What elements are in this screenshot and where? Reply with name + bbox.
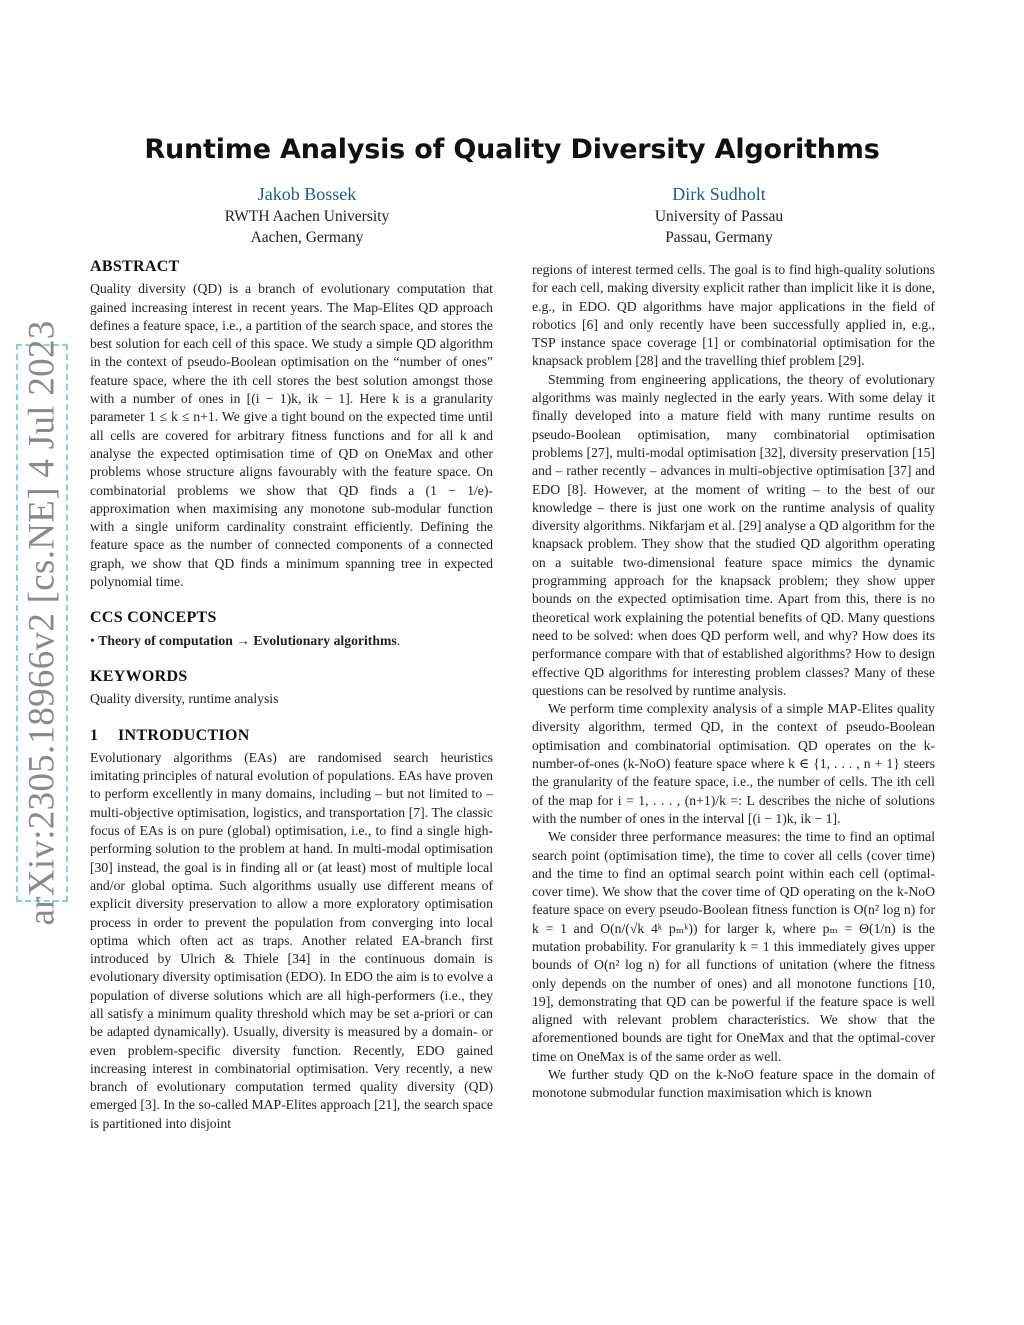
abstract-text: Quality diversity (QD) is a branch of evolutionary computation that gained increasing interest in recent years. The Map-Elites QD approach defines a feature space, i.e., a partition of the search space, and stores the best solution for each cell of this space. We study a simple QD algorithm in the context of pseudo-Boolean optimisation on the “number of ones” feature space, where the ith cell stores the best solution amongst those with a number of ones in [(i − 1)k, ik − 1]. Here k is a granularity parameter 1 ≤ k ≤ n+1. We give a tight bound on the expected time until all cells are covered for arbitrary fitness functions and for all k and analyse the expected optimisation time of QD on OneMax and other problems whose structure aligns favourably with the feature space. On combinatorial problems we show that QD finds a (1 − 1/e)-approximation when maximising any monotone sub-modular function with a single uniform cardinality constraint efficiently. Defining the feature space as the number of connected components of a connected graph, we show that QD finds a minimum spanning tree in expected polynomial time. xyxy=(90,281,493,590)
paper-title: Runtime Analysis of Quality Diversity Algorithms xyxy=(144,134,880,165)
keywords-text: Quality diversity, runtime analysis xyxy=(90,691,279,707)
author-location: Aachen, Germany xyxy=(250,229,364,246)
author-location: Passau, Germany xyxy=(665,229,773,246)
author-name[interactable]: Dirk Sudholt xyxy=(672,184,766,204)
ccs-bullet: • xyxy=(90,632,95,648)
author-block xyxy=(549,182,889,248)
author-affiliation: RWTH Aachen University xyxy=(224,208,390,225)
arxiv-stamp xyxy=(16,320,68,926)
ccs-end: . xyxy=(396,632,401,648)
body-paragraph: We consider three performance measures: the time to find an optimal search point (optimisation time), the time to cover all cells (cover time) and the time to find an optimal search point within each cell (optimal-cover time). We show that the cover time of QD operating on the k-NoO feature space on every pseudo-Boolean fitness function is O(n² log n) for k = 1 and O(n/(√k 4ᵏ pₘᵏ)) for larger k, where pₘ = Θ(1/n) is the mutation probability. For granularity k = 1 this immediately gives upper bounds of O(n² log n) for all functions of unitation (where the fitness only depends on the number of ones) and all monotone functions [10, 19], demonstrating that QD can be powerful if the feature space is well aligned with relevant problem characteristics. We show that the aforementioned bounds are tight for OneMax and that the optimal-cover time on OneMax is of the same order as well. xyxy=(532,829,935,1064)
intro-heading xyxy=(90,727,493,745)
left-column xyxy=(90,258,493,1133)
ccs-heading: CCS CONCEPTS xyxy=(90,609,217,627)
ccs-concept xyxy=(90,632,493,650)
arxiv-id[interactable]: arXiv:2305.18966v2 [cs.NE] 4 Jul 2023 xyxy=(21,320,63,926)
body-paragraph: Stemming from engineering applications, the theory of evolutionary algorithms was mainly neglected in the early years. With some delay it finally developed into a mature field with many runtime results on pseudo-Boolean optimisation, many combinatorial optimisation problems [27], multi-modal optimisation [32], diversity preservation [15] and – rather recently – advances in multi-objective optimisation [37] and EDO [8]. However, at the moment of writing – to the best of our knowledge – there is just one work on the runtime analysis of quality diversity algorithms. Nikfarjam et al. [29] analyse a QD algorithm for the knapsack problem. They show that the studied QD algorithm operating on a suitable two-dimensional feature space mimics the dynamic programming approach for the knapsack problem; they show upper bounds on the expected optimisation time. Apart from this, there is no theoretical work explaining the potential benefits of QD. Many questions need to be solved: when does QD perform well, and why? How does its performance compare with that of established algorithms? How to design effective QD algorithms for interesting problem classes? Many of these questions can be resolved by runtime analysis. xyxy=(532,371,935,698)
ccs-concept-text: Theory of computation → Evolutionary algorithms xyxy=(98,632,397,648)
intro-paragraph: Evolutionary algorithms (EAs) are randomised search heuristics imitating principles of natural evolution of populations. EAs have proven to perform excellently in many domains, including – but not limited to – multi-objective optimisation, logistics, and transportation [7]. The classic focus of EAs is on pure (global) optimisation, i.e., to find a single high-performing solution to the problem at hand. In multi-modal optimisation [30] instead, the goal is in finding all or (at least) most of multiple local and/or global optima. Such algorithms usually use different means of explicit diversity preservation to allow a more exploratory optimisation process in order to prevent the population from converging into local optima which often act as traps. Another related EA-branch first introduced by Ulrich & Thiele [34] in the continuous domain is evolutionary diversity optimisation (EDO). In EDO the aim is to evolve a population of diverse solutions which are all high-performers (i.e., they all satisfy a minimum quality threshold which may be set a-priori or can be adapted dynamically). Usually, diversity is measured by a domain- or even problem-specific diversity function. Recently, EDO gained increasing interest in combinatorial optimisation. Very recently, a new branch of evolutionary computation termed quality diversity (QD) emerged [3]. In the so-called MAP-Elites approach [21], the search space is partitioned into disjoint xyxy=(90,749,493,1131)
author-block xyxy=(137,182,477,248)
body-paragraph: We perform time complexity analysis of a simple MAP-Elites quality diversity algorithm, termed QD, in the context of pseudo-Boolean optimisation and combinatorial optimisation. QD operates on the k-number-of-ones (k-NoO) feature space where k ∈ {1, . . . , n + 1} steers the granularity of the feature space, i.e., the number of cells. The ith cell of the map for i = 1, . . . , (n+1)/k =: L describes the niche of solutions with the number of ones in the interval [(i − 1)k, ik − 1]. xyxy=(532,701,935,826)
keywords-heading: KEYWORDS xyxy=(90,667,188,685)
body-paragraph: regions of interest termed cells. The goal is to find high-quality solutions for each cell, making diversity explicit rather than implicit like it is done, e.g., in EDO. QD algorithms have major applications in the field of robotics [6] and only recently have been successfully applied in, e.g., TSP instance space coverage [1] or combinatorial optimisation for the knapsack problem [28] and the travelling thief problem [29]. xyxy=(532,262,935,369)
body-paragraph: We further study QD on the k-NoO feature space in the domain of monotone submodular function maximisation which is known xyxy=(532,1067,935,1101)
author-name[interactable]: Jakob Bossek xyxy=(257,184,357,204)
right-column xyxy=(532,261,935,1103)
section-title: INTRODUCTION xyxy=(118,726,250,744)
section-number: 1 xyxy=(90,726,99,744)
abstract-heading: ABSTRACT xyxy=(90,258,180,275)
author-affiliation: University of Passau xyxy=(654,208,784,225)
